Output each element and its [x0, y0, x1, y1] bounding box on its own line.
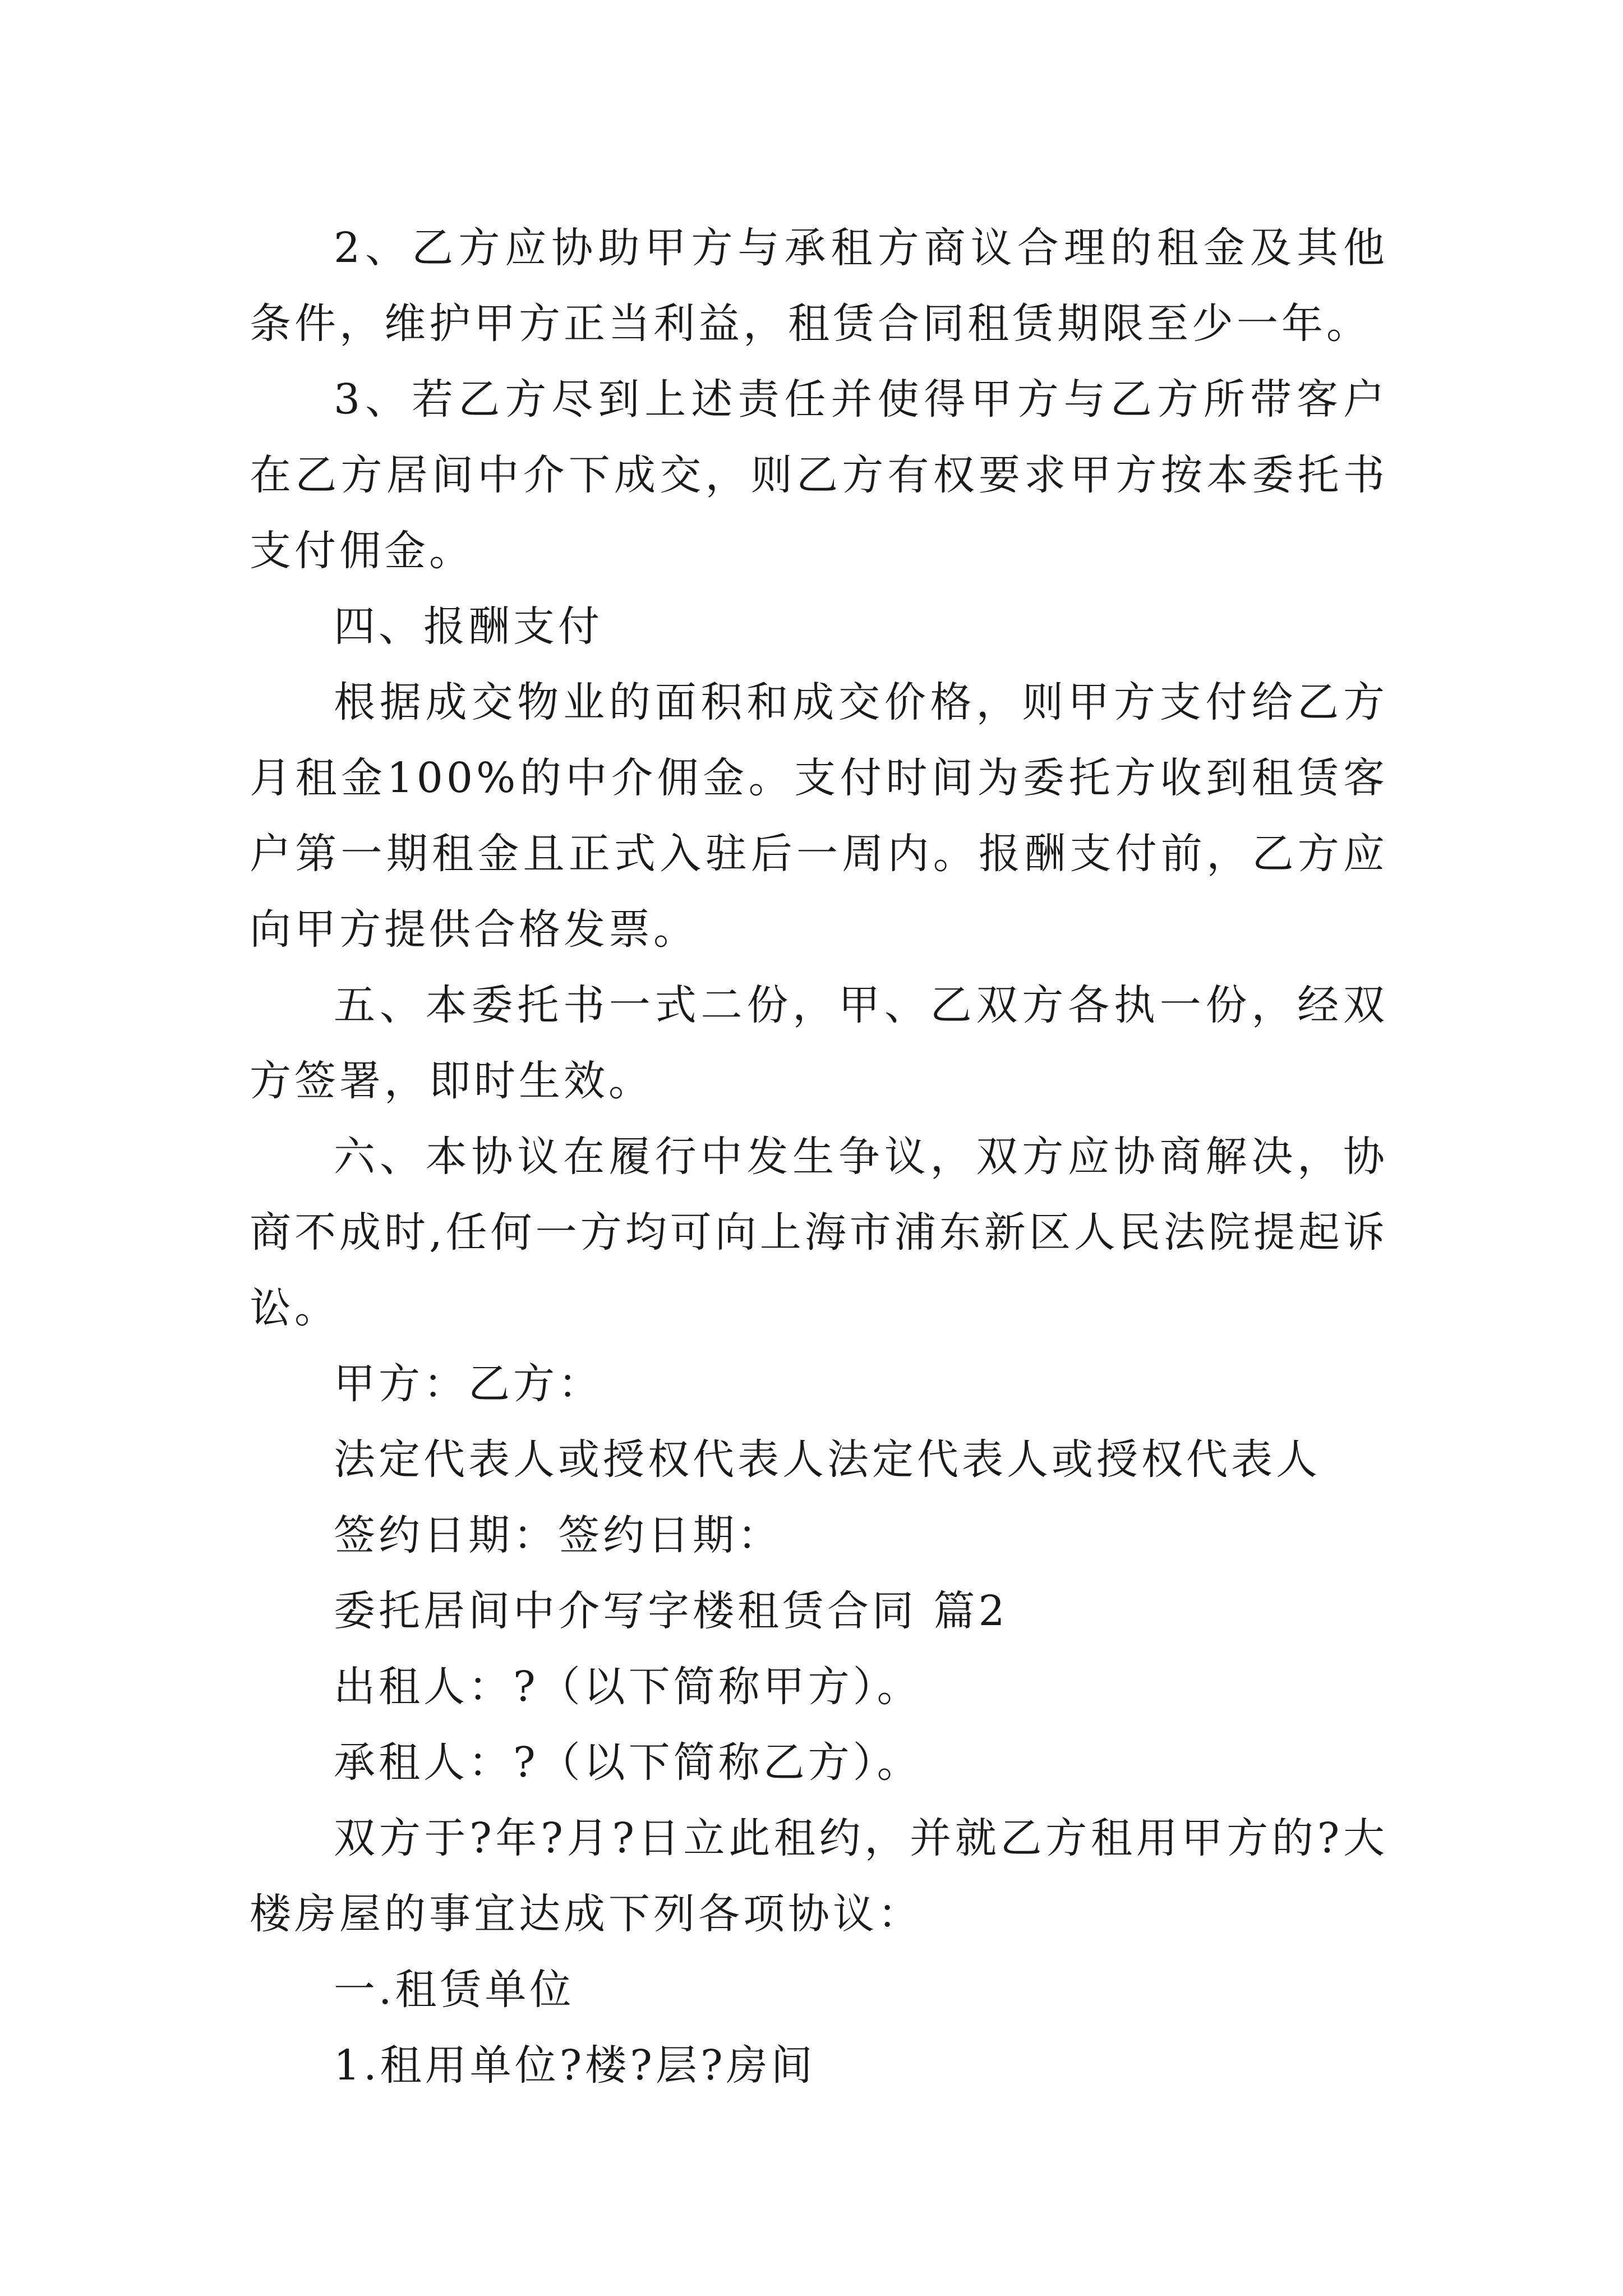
- paragraph-section-5: 五、本委托书一式二份，甲、乙双方各执一份，经双方签署，即时生效。: [250, 981, 1388, 1105]
- signature-representatives: 法定代表人或授权代表人法定代表人或授权代表人: [334, 1435, 1321, 1484]
- lease-unit-item-1: 1.租用单位?楼?层?房间: [334, 2041, 816, 2090]
- paragraph-clause-3: 3、若乙方尽到上述责任并使得甲方与乙方所带客户在乙方居间中介下成交，则乙方有权要求甲方按本委托书支付佣金。: [250, 375, 1388, 575]
- section-heading-payment: 四、报酬支付: [334, 602, 603, 651]
- paragraph-clause-2: 2、乙方应协助甲方与承租方商议合理的租金及其他条件，维护甲方正当利益，租赁合同租赁期限至少一年。: [250, 224, 1388, 348]
- lessor-line: 出租人：?（以下简称甲方）。: [334, 1663, 922, 1711]
- document-body: [250, 210, 1388, 2104]
- signature-parties: 甲方：乙方：: [334, 1360, 603, 1408]
- section-heading-lease-unit: 一.租赁单位: [334, 1966, 575, 2014]
- lessee-line: 承租人：?（以下简称乙方）。: [334, 1738, 922, 1787]
- contract-title-part-2: 委托居间中介写字楼租赁合同 篇2: [334, 1587, 1008, 1635]
- paragraph-agreement-intro: 双方于?年?月?日立此租约，并就乙方租用甲方的?大楼房屋的事宜达成下列各项协议：: [250, 1814, 1388, 1938]
- paragraph-payment-terms: 根据成交物业的面积和成交价格，则甲方支付给乙方月租金100%的中介佣金。支付时间为委托方收到租赁客户第一期租金且正式入驻后一周内。报酬支付前，乙方应向甲方提供合格发票。: [250, 678, 1388, 954]
- paragraph-section-6: 六、本协议在履行中发生争议，双方应协商解决，协商不成时,任何一方均可向上海市浦东新区人民法院提起诉讼。: [250, 1133, 1388, 1332]
- signature-dates: 签约日期：签约日期：: [334, 1511, 782, 1559]
